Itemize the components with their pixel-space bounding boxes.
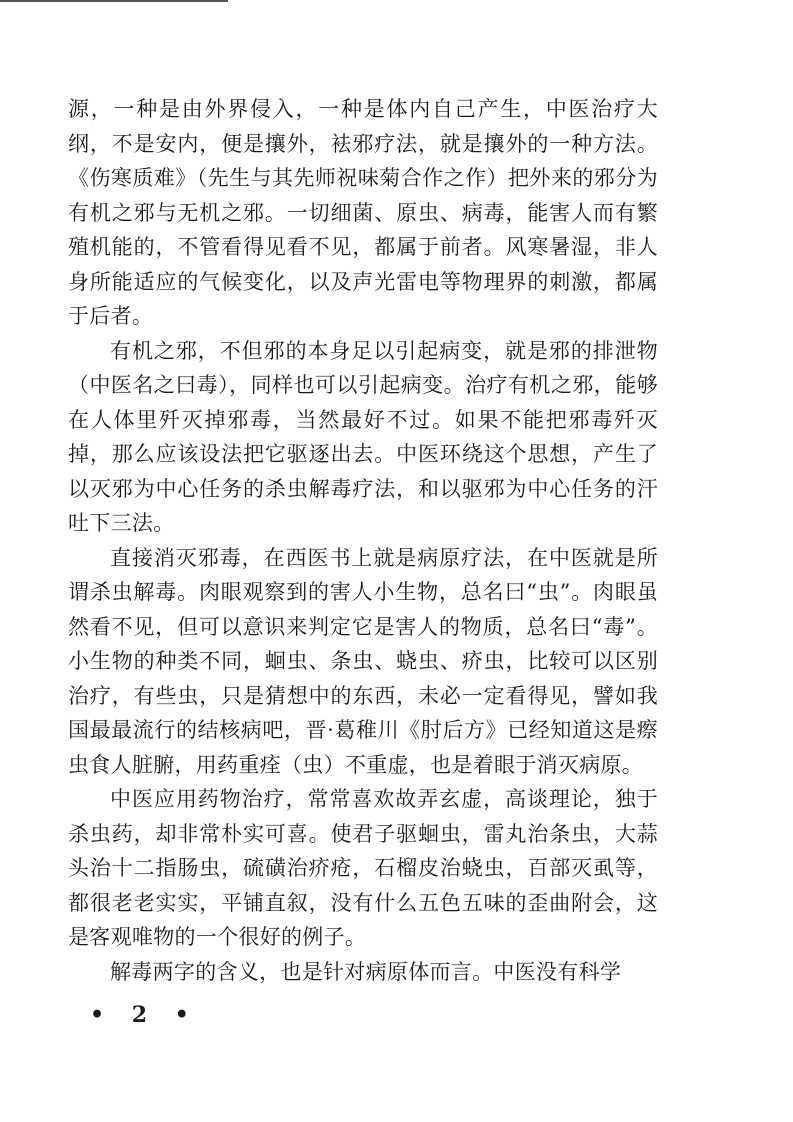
top-rule [0,0,228,2]
paragraph-4: 中医应用药物治疗，常常喜欢故弄玄虚，高谈理论，独于杀虫药，却非常朴实可喜。使君子驱蛔虫，雷丸治条虫，大蒜头治十二指肠虫，硫磺治疥疮，石榴皮治蛲虫，百部灭虱等，都很老老实实，平铺直叙，没有什么五色五味的歪曲附会，这是客观唯物的一个很好的例子。 [68,787,658,949]
page-number: • 2 • [90,1002,199,1028]
page-body [68,92,658,989]
paragraph-5: 解毒两字的含义，也是针对病原体而言。中医没有科学 [110,959,622,984]
paragraph-2: 有机之邪，不但邪的本身足以引起病变，就是邪的排泄物（中医名之曰毒），同样也可以引起病变。治疗有机之邪，能够在人体里歼灭掉邪毒，当然最好不过。如果不能把邪毒歼灭掉，那么应该设法把它驱逐出去。中医环绕这个思想，产生了以灭邪为中心任务的杀虫解毒疗法，和以驱邪为中心任务的汗吐下三法。 [68,338,658,535]
paragraph-3: 直接消灭邪毒，在西医书上就是病原疗法，在中医就是所谓杀虫解毒。肉眼观察到的害人小生物，总名曰“虫”。肉眼虽然看不见，但可以意识来判定它是害人的物质，总名曰“毒”。小生物的种类不同，蛔虫、条虫、蛲虫、疥虫，比较可以区别治疗，有些虫，只是猜想中的东西，未必一定看得见，譬如我国最最流行的结核病吧，晋·葛稚川《肘后方》已经知道这是瘵虫食人脏腑，用药重痊（虫）不重虚，也是着眼于消灭病原。 [68,545,658,777]
paragraph-1: 源，一种是由外界侵入，一种是体内自己产生，中医治疗大纲，不是安内，便是攘外，袪邪疗法，就是攘外的一种方法。《伤寒质难》（先生与其先师祝味菊合作之作）把外来的邪分为有机之邪与无机之邪。一切细菌、原虫、病毒，能害人而有繁殖机能的，不管看得见看不见，都属于前者。风寒暑湿，非人身所能适应的气候变化，以及声光雷电等物理界的刺激，都属于后者。 [68,97,658,328]
